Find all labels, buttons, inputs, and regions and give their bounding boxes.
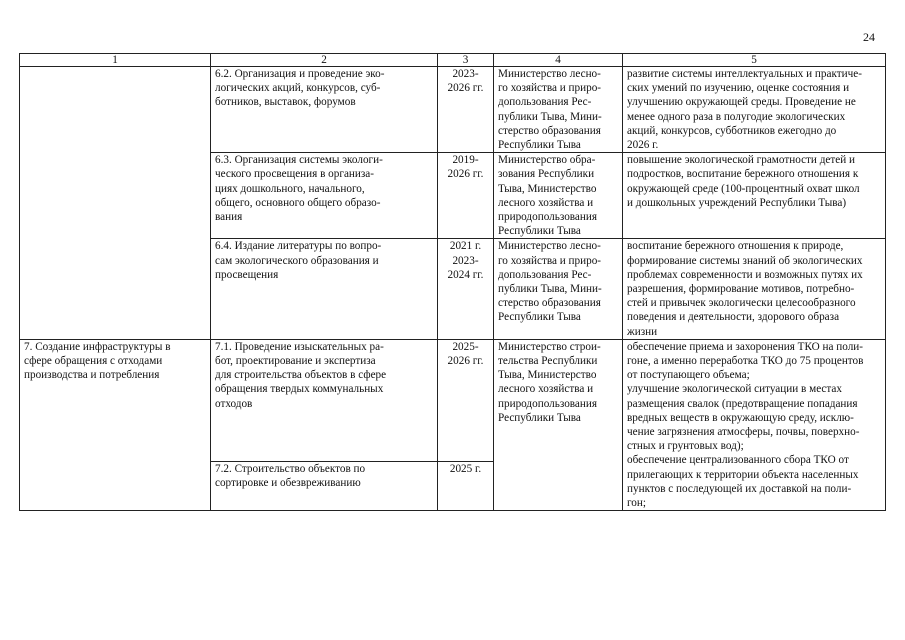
- responsible-line: допользования Рес-: [498, 96, 592, 109]
- column-number-3: 3: [438, 54, 494, 67]
- period-line: 2019-: [452, 154, 479, 167]
- period-line: 2023-: [452, 254, 479, 267]
- result-line: улучшение экологической ситуации в местах: [627, 383, 842, 396]
- table-row-6-2: [20, 67, 886, 153]
- activity-line: сам экологического образования и: [215, 254, 379, 267]
- expected-result-cell: [623, 239, 886, 339]
- period-cell: [438, 461, 494, 511]
- result-line: и дошкольных учреждений Республики Тыва): [627, 196, 847, 209]
- period-line: 2026 гг.: [447, 82, 484, 95]
- responsible-line: публики Тыва, Мини-: [498, 283, 602, 296]
- result-line: от поступающего объема;: [627, 369, 750, 382]
- period-line: 2026 гг.: [447, 355, 484, 368]
- responsible-line: природопользования: [498, 211, 598, 224]
- responsible-line: Министерство строи-: [498, 340, 601, 353]
- period-cell: [438, 339, 494, 461]
- activity-cell: [211, 67, 438, 153]
- activity-line: для строительства объектов в сфере: [215, 369, 387, 382]
- activity-line: вания: [215, 211, 243, 224]
- result-line: развитие системы интеллектуальных и практиче-: [627, 68, 862, 80]
- page-number: 24: [863, 30, 875, 44]
- responsible-line: публики Тыва, Мини-: [498, 110, 602, 123]
- result-line: прилегающих к территории объекта населенных: [627, 468, 859, 481]
- program-activities-table: [19, 53, 886, 511]
- period-line: 2025 г.: [449, 462, 482, 475]
- period-cell: [438, 239, 494, 339]
- result-line: размещения свалок (предотвращение попадания: [627, 397, 858, 410]
- result-line: пунктов с последующей их доставкой на поли-: [627, 482, 852, 495]
- activity-cell: [211, 461, 438, 511]
- activity-line: сортировке и обезвреживанию: [215, 476, 361, 489]
- section-title-line: сфере обращения с отходами: [24, 355, 163, 368]
- section-6-cell-continued: [20, 67, 211, 340]
- period-cell: [438, 153, 494, 239]
- responsible-line: допользования Рес-: [498, 268, 592, 281]
- expected-result-cell: [623, 153, 886, 239]
- responsible-cell: [494, 239, 623, 339]
- period-line: 2021 г.: [449, 240, 482, 253]
- activity-line: отходов: [215, 397, 253, 410]
- result-line: повышение экологической грамотности детей и: [627, 154, 855, 167]
- responsible-line: стерство образования: [498, 124, 601, 137]
- activity-line: 7.1. Проведение изыскательных ра-: [215, 340, 384, 353]
- section-title-line: производства и потребления: [24, 369, 160, 382]
- period-line: 2023-: [452, 68, 479, 80]
- result-line: вредных веществ в окружающую среду, исклю-: [627, 411, 854, 424]
- activity-cell: [211, 239, 438, 339]
- responsible-line: Тыва, Министерство: [498, 182, 597, 195]
- activity-line: 6.2. Организация и проведение эко-: [215, 68, 385, 80]
- section-title-line: 7. Создание инфраструктуры в: [24, 340, 171, 353]
- result-line: проблемах современности и возможных путях их: [627, 268, 863, 281]
- responsible-cell: [494, 153, 623, 239]
- responsible-line: Тыва, Министерство: [498, 369, 597, 382]
- activity-line: бот, проектирование и экспертиза: [215, 355, 376, 368]
- column-number-row: [20, 54, 886, 67]
- responsible-line: Министерство обра-: [498, 154, 596, 167]
- responsible-cell: [494, 67, 623, 153]
- result-line: окружающей среде (100-процентный охват школ: [627, 182, 860, 195]
- responsible-line: го хозяйства и приро-: [498, 82, 602, 95]
- responsible-line: Министерство лесно-: [498, 240, 601, 253]
- result-line: ских умений по изучению, оценке состояния и: [627, 82, 850, 95]
- column-number-4: 4: [494, 54, 623, 67]
- responsible-line: природопользования: [498, 397, 598, 410]
- activity-line: циях дошкольного, начального,: [215, 182, 365, 195]
- responsible-line: лесного хозяйства и: [498, 196, 594, 209]
- activity-line: ботников, выставок, форумов: [215, 96, 356, 109]
- responsible-line: Министерство лесно-: [498, 68, 601, 80]
- responsible-line: Республики Тыва: [498, 225, 581, 238]
- result-line: формирование системы знаний об экологических: [627, 254, 863, 267]
- activity-line: просвещения: [215, 268, 279, 281]
- responsible-line: го хозяйства и приро-: [498, 254, 602, 267]
- responsible-cell: [494, 339, 623, 510]
- result-line: воспитание бережного отношения к природе,: [627, 240, 844, 253]
- expected-result-cell: [623, 339, 886, 510]
- responsible-line: Республики Тыва: [498, 311, 581, 324]
- column-number-1: 1: [20, 54, 211, 67]
- activity-line: 6.4. Издание литературы по вопро-: [215, 240, 382, 253]
- responsible-line: зования Республики: [498, 168, 595, 181]
- result-line: улучшению окружающей среды. Проведение не: [627, 96, 856, 109]
- result-line: менее одного раза в полугодие экологических: [627, 110, 846, 123]
- result-line: гоне, а именно переработка ТКО до 75 процентов: [627, 355, 864, 368]
- responsible-line: тельства Республики: [498, 355, 598, 368]
- activity-cell: [211, 153, 438, 239]
- period-line: 2025-: [452, 340, 479, 353]
- table-row-7-1: [20, 339, 886, 461]
- result-line: чение загрязнения атмосферы, почвы, поверхно-: [627, 426, 860, 439]
- column-number-2: 2: [211, 54, 438, 67]
- result-line: разрешения, формирование мотивов, потребно-: [627, 283, 855, 296]
- activity-line: 7.2. Строительство объектов по: [215, 462, 366, 475]
- period-cell: [438, 67, 494, 153]
- result-line: 2026 г.: [627, 139, 659, 152]
- activity-line: ческого просвещения в организа-: [215, 168, 375, 181]
- responsible-line: стерство образования: [498, 297, 601, 310]
- section-7-title-cell: [20, 339, 211, 510]
- responsible-line: Республики Тыва: [498, 411, 581, 424]
- activity-line: 6.3. Организация системы экологи-: [215, 154, 383, 167]
- result-line: обеспечение приема и захоронения ТКО на поли-: [627, 340, 864, 353]
- activity-line: логических акций, конкурсов, суб-: [215, 82, 381, 95]
- responsible-line: лесного хозяйства и: [498, 383, 594, 396]
- result-line: поведения и деятельности, здорового образа: [627, 311, 840, 324]
- activity-cell: [211, 339, 438, 461]
- result-line: подростков, воспитание бережного отношения к: [627, 168, 859, 181]
- result-line: гон;: [627, 497, 646, 510]
- period-line: 2026 гг.: [447, 168, 484, 181]
- expected-result-cell: [623, 67, 886, 153]
- period-line: 2024 гг.: [447, 268, 484, 281]
- activity-line: обращения твердых коммунальных: [215, 383, 384, 396]
- result-line: стных и грунтовых вод);: [627, 440, 744, 453]
- column-number-5: 5: [623, 54, 886, 67]
- responsible-line: Республики Тыва: [498, 139, 581, 152]
- activity-line: общего, основного общего образо-: [215, 196, 381, 209]
- result-line: обеспечение централизованного сбора ТКО от: [627, 454, 849, 467]
- result-line: акций, конкурсов, субботников ежегодно до: [627, 124, 837, 137]
- result-line: стей и привычек экологически целесообразного: [627, 297, 856, 310]
- result-line: жизни: [627, 325, 658, 338]
